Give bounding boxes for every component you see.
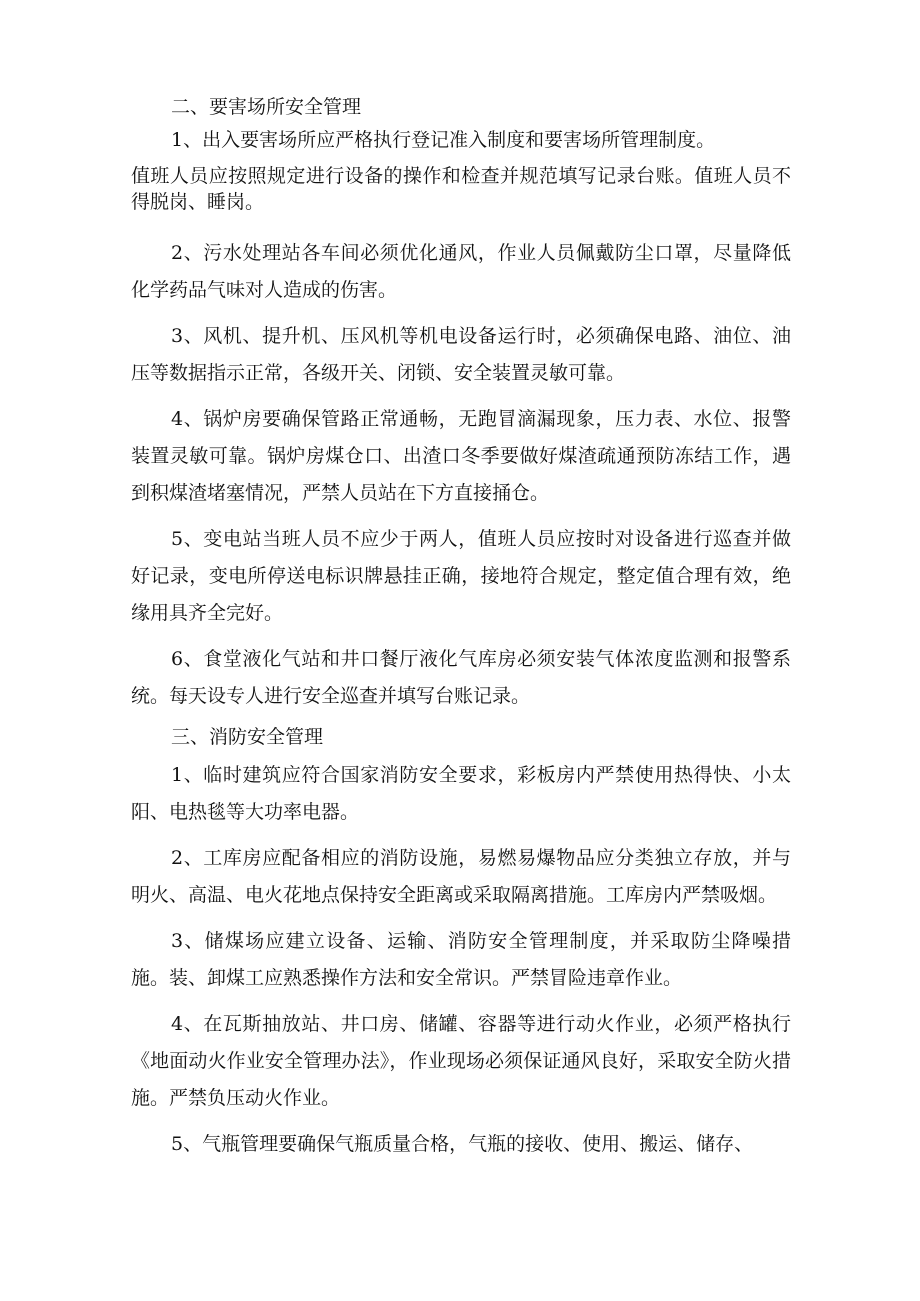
paragraph-fire-safety-5: 5、气瓶管理要确保气瓶质量合格，气瓶的接收、使用、搬运、储存、 (171, 1133, 754, 1155)
paragraph-fire-safety-4: 4、在瓦斯抽放站、井口房、储罐、容器等进行动火作业，必须严格执行《地面动火作业安全管理办法》，作业现场必须保证通风良好，采取安全防火措施。严禁负压动火作业。 (131, 1013, 791, 1109)
paragraph-key-places-1: 1、出入要害场所应严格执行登记准入制度和要害场所管理制度。 (171, 129, 716, 151)
paragraph-key-places-6: 6、食堂液化气站和井口餐厅液化气库房必须安装气体浓度监测和报警系统。每天设专人进行安全巡查并填写台账记录。 (131, 648, 791, 707)
document-body (131, 94, 791, 1172)
paragraph-fire-safety-1: 1、临时建筑应符合国家消防安全要求，彩板房内严禁使用热得快、小太阳、电热毯等大功率电器。 (131, 764, 791, 823)
paragraph-key-places-1-continued: 值班人员应按照规定进行设备的操作和检查并规范填写记录台账。值班人员不得脱岗、睡岗。 (131, 165, 791, 213)
paragraph-key-places-3: 3、风机、提升机、压风机等机电设备运行时，必须确保电路、油位、油压等数据指示正常，各级开关、闭锁、安全装置灵敏可靠。 (131, 325, 791, 384)
section-heading-fire-safety: 三、消防安全管理 (171, 726, 324, 748)
section-heading-key-places: 二、要害场所安全管理 (171, 96, 362, 118)
paragraph-key-places-5: 5、变电站当班人员不应少于两人，值班人员应按时对设备进行巡查并做好记录，变电所停送电标识牌悬挂正确，接地符合规定，整定值合理有效，绝缘用具齐全完好。 (131, 528, 791, 624)
paragraph-key-places-2: 2、污水处理站各车间必须优化通风，作业人员佩戴防尘口罩，尽量降低化学药品气味对人造成的伤害。 (131, 242, 791, 301)
paragraph-key-places-4: 4、锅炉房要确保管路正常通畅，无跑冒滴漏现象，压力表、水位、报警装置灵敏可靠。锅炉房煤仓口、出渣口冬季要做好煤渣疏通预防冻结工作，遇到积煤渣堵塞情况，严禁人员站在下方直接捅仓。 (131, 408, 791, 504)
paragraph-fire-safety-2: 2、工库房应配备相应的消防设施，易燃易爆物品应分类独立存放，并与明火、高温、电火花地点保持安全距离或采取隔离措施。工库房内严禁吸烟。 (131, 847, 791, 906)
paragraph-fire-safety-3: 3、储煤场应建立设备、运输、消防安全管理制度，并采取防尘降噪措施。装、卸煤工应熟悉操作方法和安全常识。严禁冒险违章作业。 (131, 930, 791, 989)
